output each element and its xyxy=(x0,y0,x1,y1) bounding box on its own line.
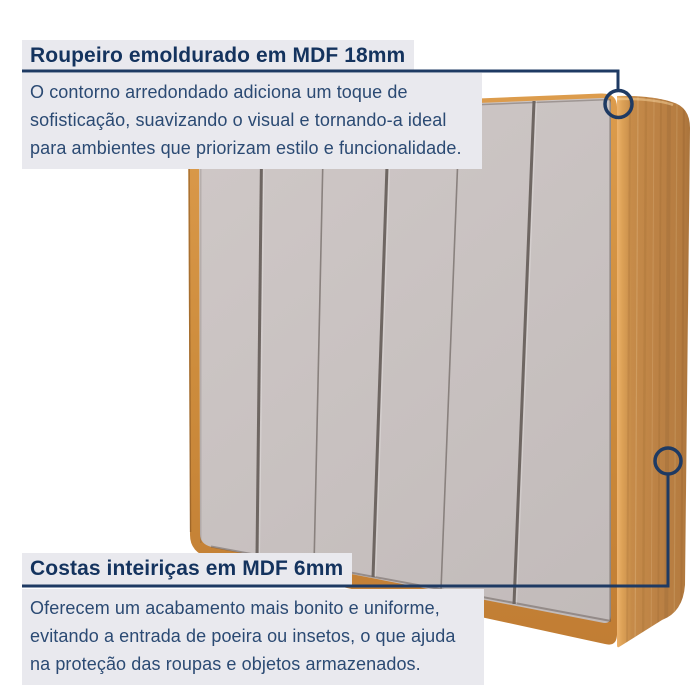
description-line: sofisticação, suavizando o visual e tornando-a ideal xyxy=(30,110,447,130)
description-line: Oferecem um acabamento mais bonito e uniforme, xyxy=(30,598,440,618)
feature-description-frame xyxy=(22,73,482,169)
description-line: O contorno arredondado adiciona um toque de xyxy=(30,82,408,102)
feature-title-back: Costas inteiriças em MDF 6mm xyxy=(22,553,352,585)
feature-description-back xyxy=(22,589,484,685)
description-line: para ambientes que priorizam estilo e funcionalidade. xyxy=(30,138,462,158)
feature-title-frame: Roupeiro emoldurado em MDF 18mm xyxy=(22,40,414,72)
description-line: evitando a entrada de poeira ou insetos, o que ajuda xyxy=(30,626,456,646)
description-line: na proteção das roupas e objetos armazenados. xyxy=(30,654,421,674)
